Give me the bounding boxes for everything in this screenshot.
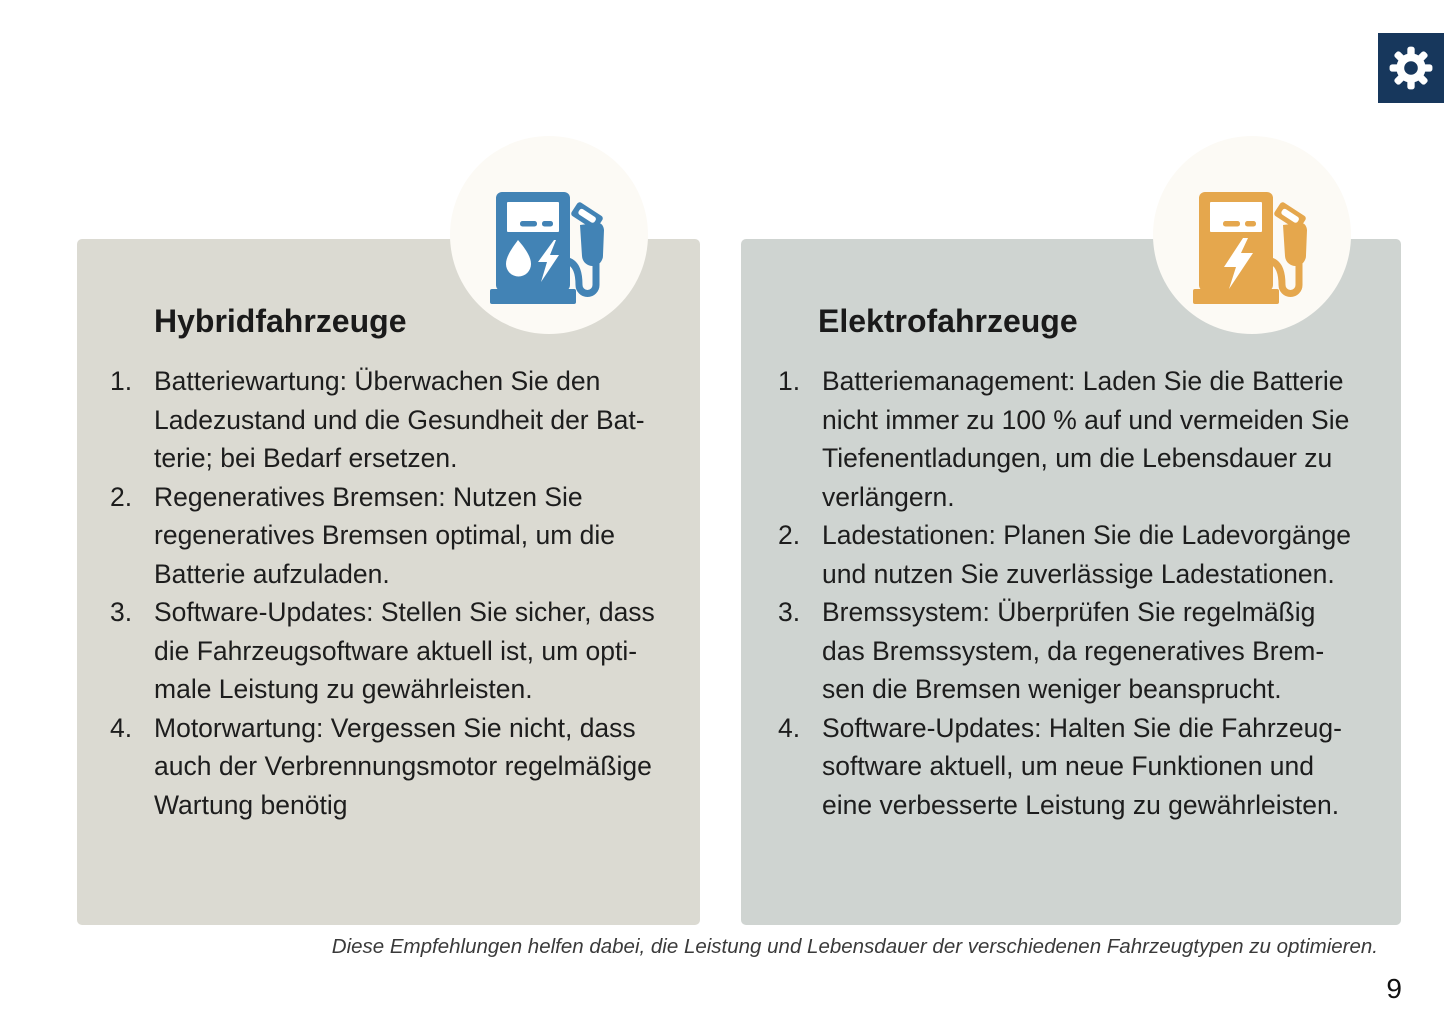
list-item bbox=[741, 516, 1401, 593]
gear-icon bbox=[1388, 45, 1434, 91]
list-item-text: Bremssystem: Überprüfen Sie regelmäßig das Bremssystem, da regeneratives Bremsen die Bremsen weniger beansprucht. bbox=[822, 597, 1325, 704]
caption: Diese Empfehlungen helfen dabei, die Leistung und Lebensdauer der verschiedenen Fahrzeugtypen zu optimieren. bbox=[331, 935, 1378, 958]
list-item-number: 4. bbox=[110, 712, 133, 743]
list-item-number: 4. bbox=[778, 712, 801, 743]
list-item-number: 3. bbox=[110, 597, 133, 627]
list-item bbox=[77, 593, 700, 709]
electric-charging-pump-icon bbox=[1192, 189, 1310, 311]
list-item-text: Software-Updates: Halten Sie die Fahrzeugsoftware aktuell, um neue Funktionen und eine verbesserte Leistung zu gewährleisten. bbox=[822, 712, 1342, 820]
list-item-number: 2. bbox=[778, 520, 801, 550]
list-item-number: 1. bbox=[778, 366, 801, 396]
list-item bbox=[741, 362, 1401, 516]
hybrid-card bbox=[77, 239, 700, 925]
list-item-number: 1. bbox=[110, 366, 133, 396]
hybrid-tips-list bbox=[77, 362, 700, 824]
page-number: 9 bbox=[1386, 973, 1402, 1004]
list-item-text: Batteriewartung: Überwachen Sie den Ladezustand und die Gesundheit der Batterie; bei Bedarf ersetzen. bbox=[154, 366, 645, 473]
list-item-number: 3. bbox=[778, 597, 801, 627]
card-title-electric: Elektrofahrzeuge bbox=[818, 303, 1078, 339]
settings-badge bbox=[1378, 33, 1444, 103]
list-item-text: Software-Updates: Stellen Sie sicher, dass die Fahrzeugsoftware aktuell ist, um optimale Leistung zu gewährleisten. bbox=[154, 597, 655, 704]
list-item bbox=[77, 478, 700, 594]
list-item bbox=[741, 709, 1401, 825]
card-icon-circle bbox=[1153, 136, 1351, 334]
hybrid-fuel-pump-icon bbox=[489, 189, 607, 311]
list-item bbox=[741, 593, 1401, 709]
electric-card bbox=[741, 239, 1401, 925]
list-item-number: 2. bbox=[110, 481, 133, 512]
list-item bbox=[77, 709, 700, 825]
list-item bbox=[77, 362, 700, 478]
list-item-text: Regeneratives Bremsen: Nutzen Sie regeneratives Bremsen optimal, um die Batterie aufzuladen. bbox=[154, 481, 616, 589]
card-title-hybrid: Hybridfahrzeuge bbox=[154, 303, 407, 339]
list-item-text: Motorwartung: Vergessen Sie nicht, dass auch der Verbrennungsmotor regelmäßige Wartung benötig bbox=[154, 712, 652, 820]
electric-tips-list bbox=[741, 362, 1401, 824]
card-icon-circle bbox=[450, 136, 648, 334]
list-item-text: Batteriemanagement: Laden Sie die Batterie nicht immer zu 100 % auf und vermeiden Sie Tiefenentladungen, um die Lebensdauer zu verlängern. bbox=[822, 366, 1350, 512]
list-item-text: Ladestationen: Planen Sie die Ladevorgänge und nutzen Sie zuverlässige Ladestationen. bbox=[822, 520, 1351, 589]
